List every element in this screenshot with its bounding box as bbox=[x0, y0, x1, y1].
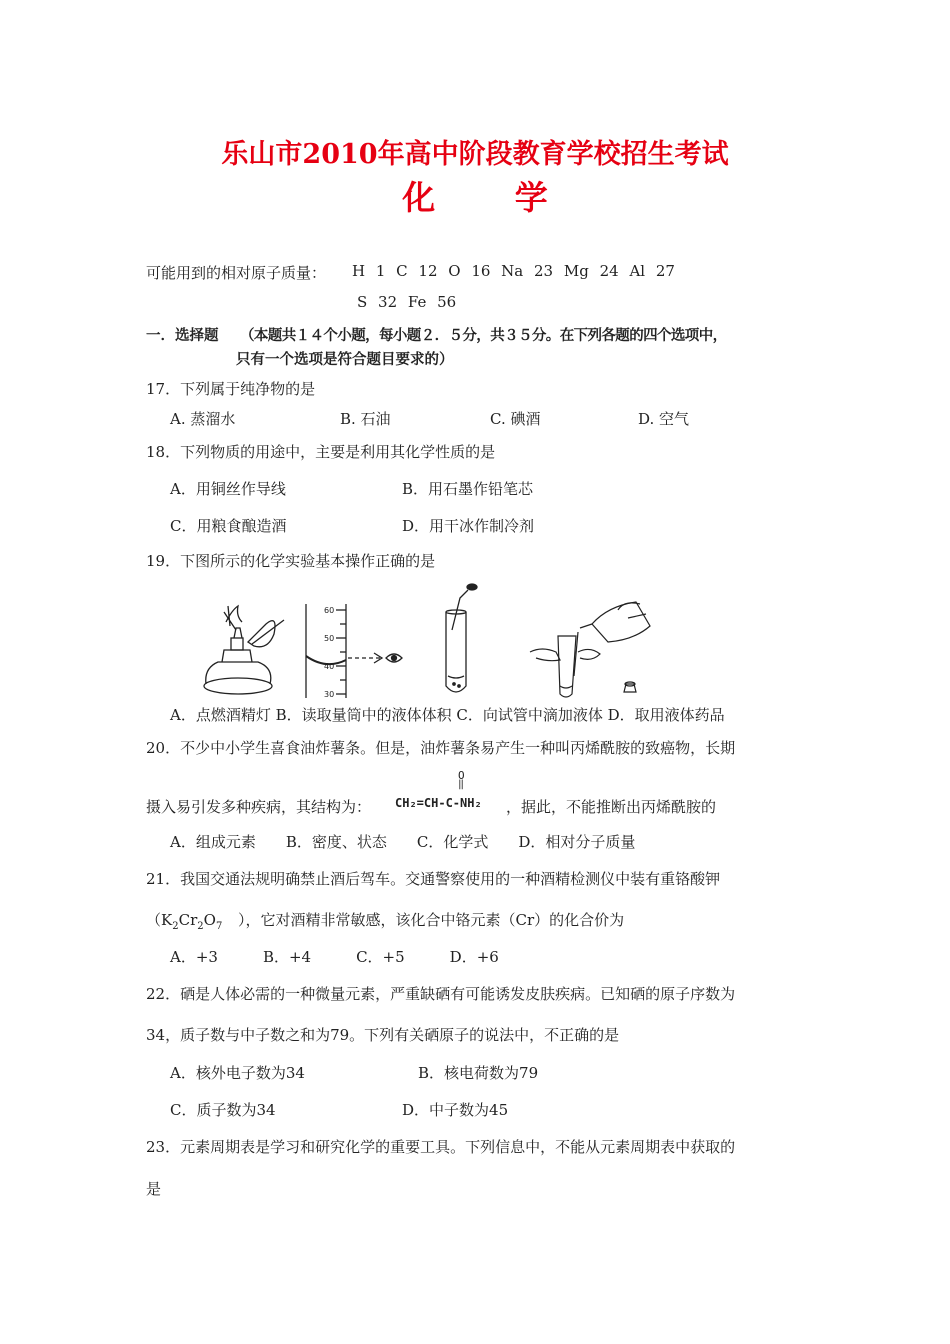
cyl-tick-60: 60 bbox=[324, 606, 335, 615]
q22-option-c: C．质子数为34 bbox=[170, 1101, 276, 1119]
atomic-mass-label: 可能用到的相对原子质量： bbox=[146, 264, 327, 282]
q17-option-a: A. 蒸溜水 bbox=[170, 410, 236, 428]
q18-option-a: A．用铜丝作导线 bbox=[170, 480, 286, 498]
exam-title: 乐山市2010年高中阶段教育学校招生考试 bbox=[221, 139, 729, 170]
subject-title: 化 学 bbox=[402, 178, 582, 217]
q20-stem-2b: ，据此，不能推断出丙烯酰胺的 bbox=[506, 798, 717, 816]
q21-stem-2: ），它对酒精非常敏感，该化合中铬元素（Cr）的化合价为 bbox=[238, 911, 625, 929]
q20-stem-2a: 摄入易引发多种疾病，其结构为： bbox=[146, 798, 372, 816]
q22-option-b: B．核电荷数为79 bbox=[418, 1064, 539, 1082]
q17-option-d: D. 空气 bbox=[638, 410, 690, 428]
q21-options: A．+3 B．+4 C．+5 D．+6 bbox=[170, 948, 499, 966]
figure-alcohol-lamp bbox=[196, 600, 288, 700]
q18-option-d: D．用干冰作制冷剂 bbox=[402, 517, 535, 535]
q21-chem-formula: （$K_2Cr_2O_7$ bbox=[146, 911, 223, 932]
q19-options: A．点燃酒精灯 B．读取量筒中的液体体积 C．向试管中滴加液体 D．取用液体药品 bbox=[170, 706, 725, 724]
section-desc-2: 只有一个选项是符合题目要求的） bbox=[236, 352, 454, 368]
q22-option-d: D．中子数为45 bbox=[402, 1101, 509, 1119]
q20-formula-double-bond: ‖ bbox=[458, 779, 465, 790]
q18-stem: 18．下列物质的用途中，主要是利用其化学性质的是 bbox=[146, 443, 496, 461]
q20-formula: CH₂=CH-C-NH₂ bbox=[395, 796, 482, 810]
q20-options: A．组成元素 B．密度、状态 C．化学式 D．相对分子质量 bbox=[170, 833, 636, 851]
cyl-tick-40: 40 bbox=[324, 662, 335, 671]
q17-option-c: C. 碘酒 bbox=[490, 410, 541, 428]
q20-formula-oxygen: O bbox=[458, 769, 465, 782]
cyl-tick-50: 50 bbox=[324, 634, 335, 643]
q18-option-c: C．用粮食酿造酒 bbox=[170, 517, 287, 535]
section-desc-1: （本题共１４个小题，每小题２．５分，共３５分。在下列各题的四个选项中， bbox=[240, 328, 727, 344]
q19-stem: 19．下图所示的化学实验基本操作正确的是 bbox=[146, 552, 436, 570]
cyl-tick-30: 30 bbox=[324, 690, 335, 699]
q23-stem-2: 是 bbox=[146, 1180, 162, 1198]
section-heading: 一．选择题 bbox=[146, 328, 219, 344]
q21-stem-1: 21．我国交通法规明确禁止酒后驾车。交通警察使用的一种酒精检测仪中装有重铬酸钾 bbox=[146, 870, 721, 888]
q22-stem-1: 22．硒是人体必需的一种微量元素，严重缺硒有可能诱发皮肤疾病。已知硒的原子序数为 bbox=[146, 985, 736, 1003]
figure-measuring-cylinder bbox=[302, 600, 412, 702]
q22-stem-2: 34，质子数与中子数之和为79。下列有关硒原子的说法中，不正确的是 bbox=[146, 1026, 620, 1044]
figure-test-tube-dropper bbox=[430, 582, 490, 702]
q17-stem: 17．下列属于纯净物的是 bbox=[146, 380, 316, 398]
q18-option-b: B．用石墨作铅笔芯 bbox=[402, 480, 534, 498]
figure-pouring-liquid bbox=[528, 596, 658, 700]
atomic-mass-line1: H 1 C 12 O 16 Na 23 Mg 24 Al 27 bbox=[352, 262, 675, 280]
q23-stem-1: 23．元素周期表是学习和研究化学的重要工具。下列信息中，不能从元素周期表中获取的 bbox=[146, 1138, 736, 1156]
q20-stem-1: 20．不少中小学生喜食油炸薯条。但是，油炸薯条易产生一种叫丙烯酰胺的致癌物，长期 bbox=[146, 739, 736, 757]
q17-option-b: B. 石油 bbox=[340, 410, 391, 428]
atomic-mass-line2: S 32 Fe 56 bbox=[357, 293, 457, 311]
q22-option-a: A．核外电子数为34 bbox=[170, 1064, 305, 1082]
